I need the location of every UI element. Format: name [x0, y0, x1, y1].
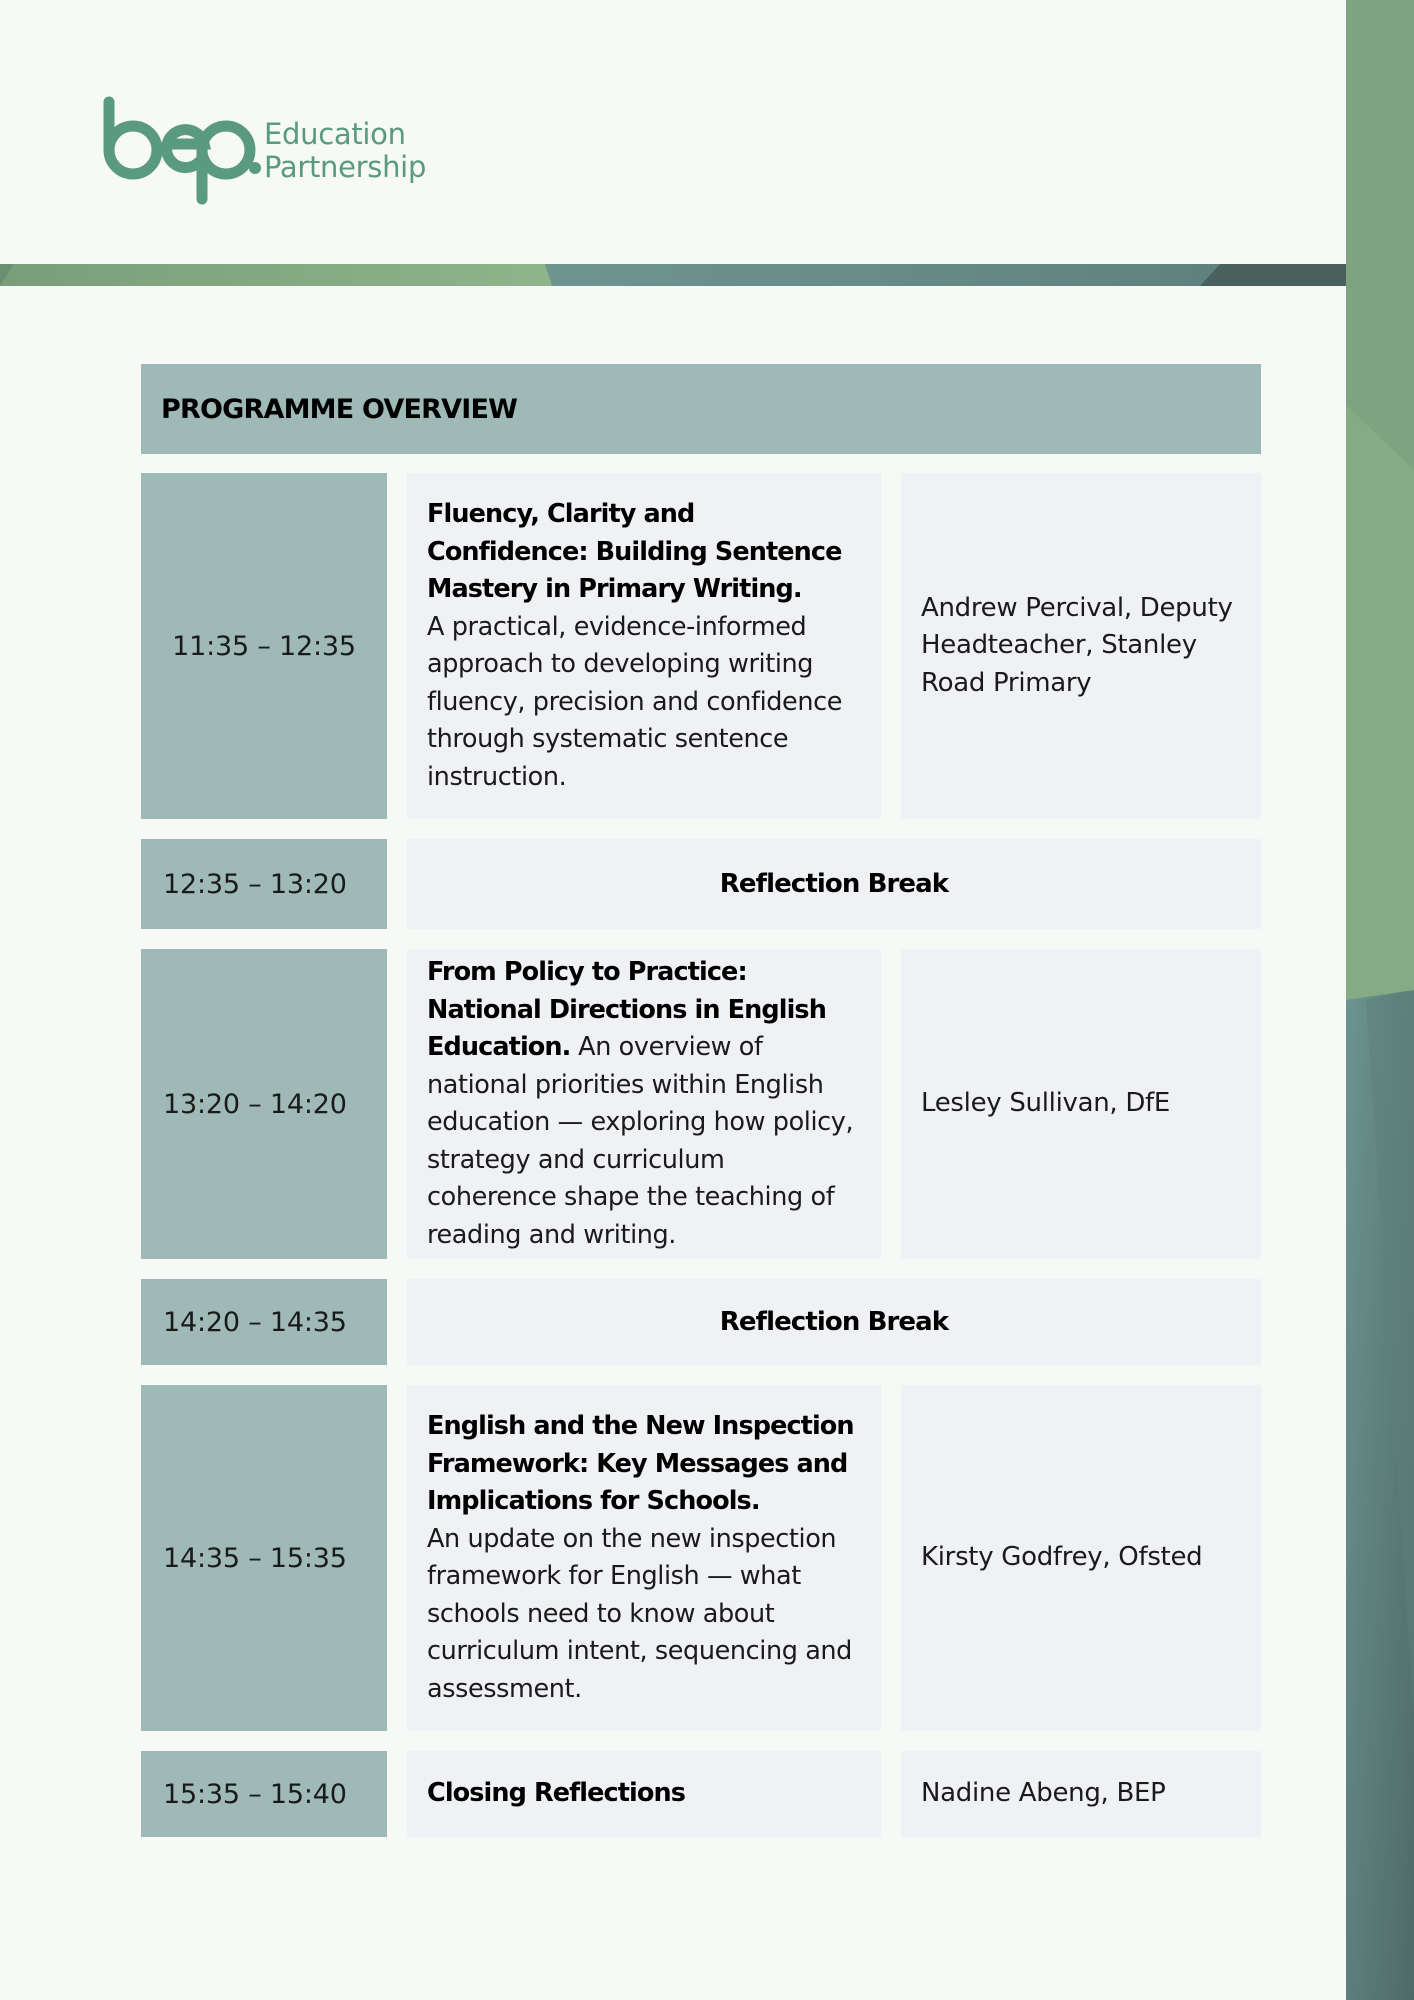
- session-time: 12:35 – 13:20: [141, 839, 387, 929]
- session-time: 13:20 – 14:20: [141, 949, 387, 1259]
- session-title: Closing Reflections: [427, 1778, 686, 1809]
- session-info: [407, 473, 881, 819]
- bep-logo-mark-icon: [102, 96, 262, 206]
- session-time: 14:35 – 15:35: [141, 1385, 387, 1731]
- session-description: An update on the new inspection framework for English — what schools need to know about curriculum intent, sequencing and assessment.: [427, 1523, 852, 1704]
- session-title: English and the New Inspection Framework: Key Messages and Implications for Schools.: [427, 1411, 854, 1516]
- table-row: [141, 473, 1261, 819]
- session-time: 15:35 – 15:40: [141, 1751, 387, 1837]
- table-row: [141, 949, 1261, 1259]
- page-header: [0, 0, 1346, 264]
- programme-title: PROGRAMME OVERVIEW: [141, 364, 1261, 454]
- header-band: [0, 264, 1346, 286]
- session-info: [407, 949, 881, 1259]
- break-label: Reflection Break: [407, 839, 1261, 929]
- table-row: [141, 1385, 1261, 1731]
- session-title: From Policy to Practice: National Directions in English Education.: [427, 957, 826, 1062]
- bep-logo: [102, 96, 432, 206]
- break-label: Reflection Break: [407, 1279, 1261, 1365]
- session-info: [407, 1385, 881, 1731]
- programme-overview: [141, 364, 1261, 1810]
- table-row: [141, 1751, 1261, 1837]
- side-decoration: [1346, 0, 1414, 2000]
- session-title: Fluency, Clarity and Confidence: Building Sentence Mastery in Primary Writing.: [427, 499, 842, 604]
- session-time: 14:20 – 14:35: [141, 1279, 387, 1365]
- logo-line-partnership: Partnership: [264, 150, 427, 184]
- session-description: An overview of national priorities within English education — exploring how policy, strategy and curriculum coherence shape the teaching of reading and writing.: [427, 1032, 854, 1250]
- session-speaker: Nadine Abeng, BEP: [901, 1751, 1261, 1837]
- session-description: A practical, evidence-informed approach to developing writing fluency, precision and confidence through systematic sentence instruction.: [427, 611, 843, 792]
- session-speaker: Lesley Sullivan, DfE: [901, 949, 1261, 1259]
- logo-line-education: Education: [264, 117, 406, 151]
- session-info: [407, 1751, 881, 1837]
- table-row: [141, 1279, 1261, 1365]
- logo-wordmark: [264, 118, 426, 184]
- table-row: [141, 839, 1261, 929]
- session-speaker: Andrew Percival, Deputy Headteacher, Stanley Road Primary: [901, 473, 1261, 819]
- session-time: 11:35 – 12:35: [141, 473, 387, 819]
- session-speaker: Kirsty Godfrey, Ofsted: [901, 1385, 1261, 1731]
